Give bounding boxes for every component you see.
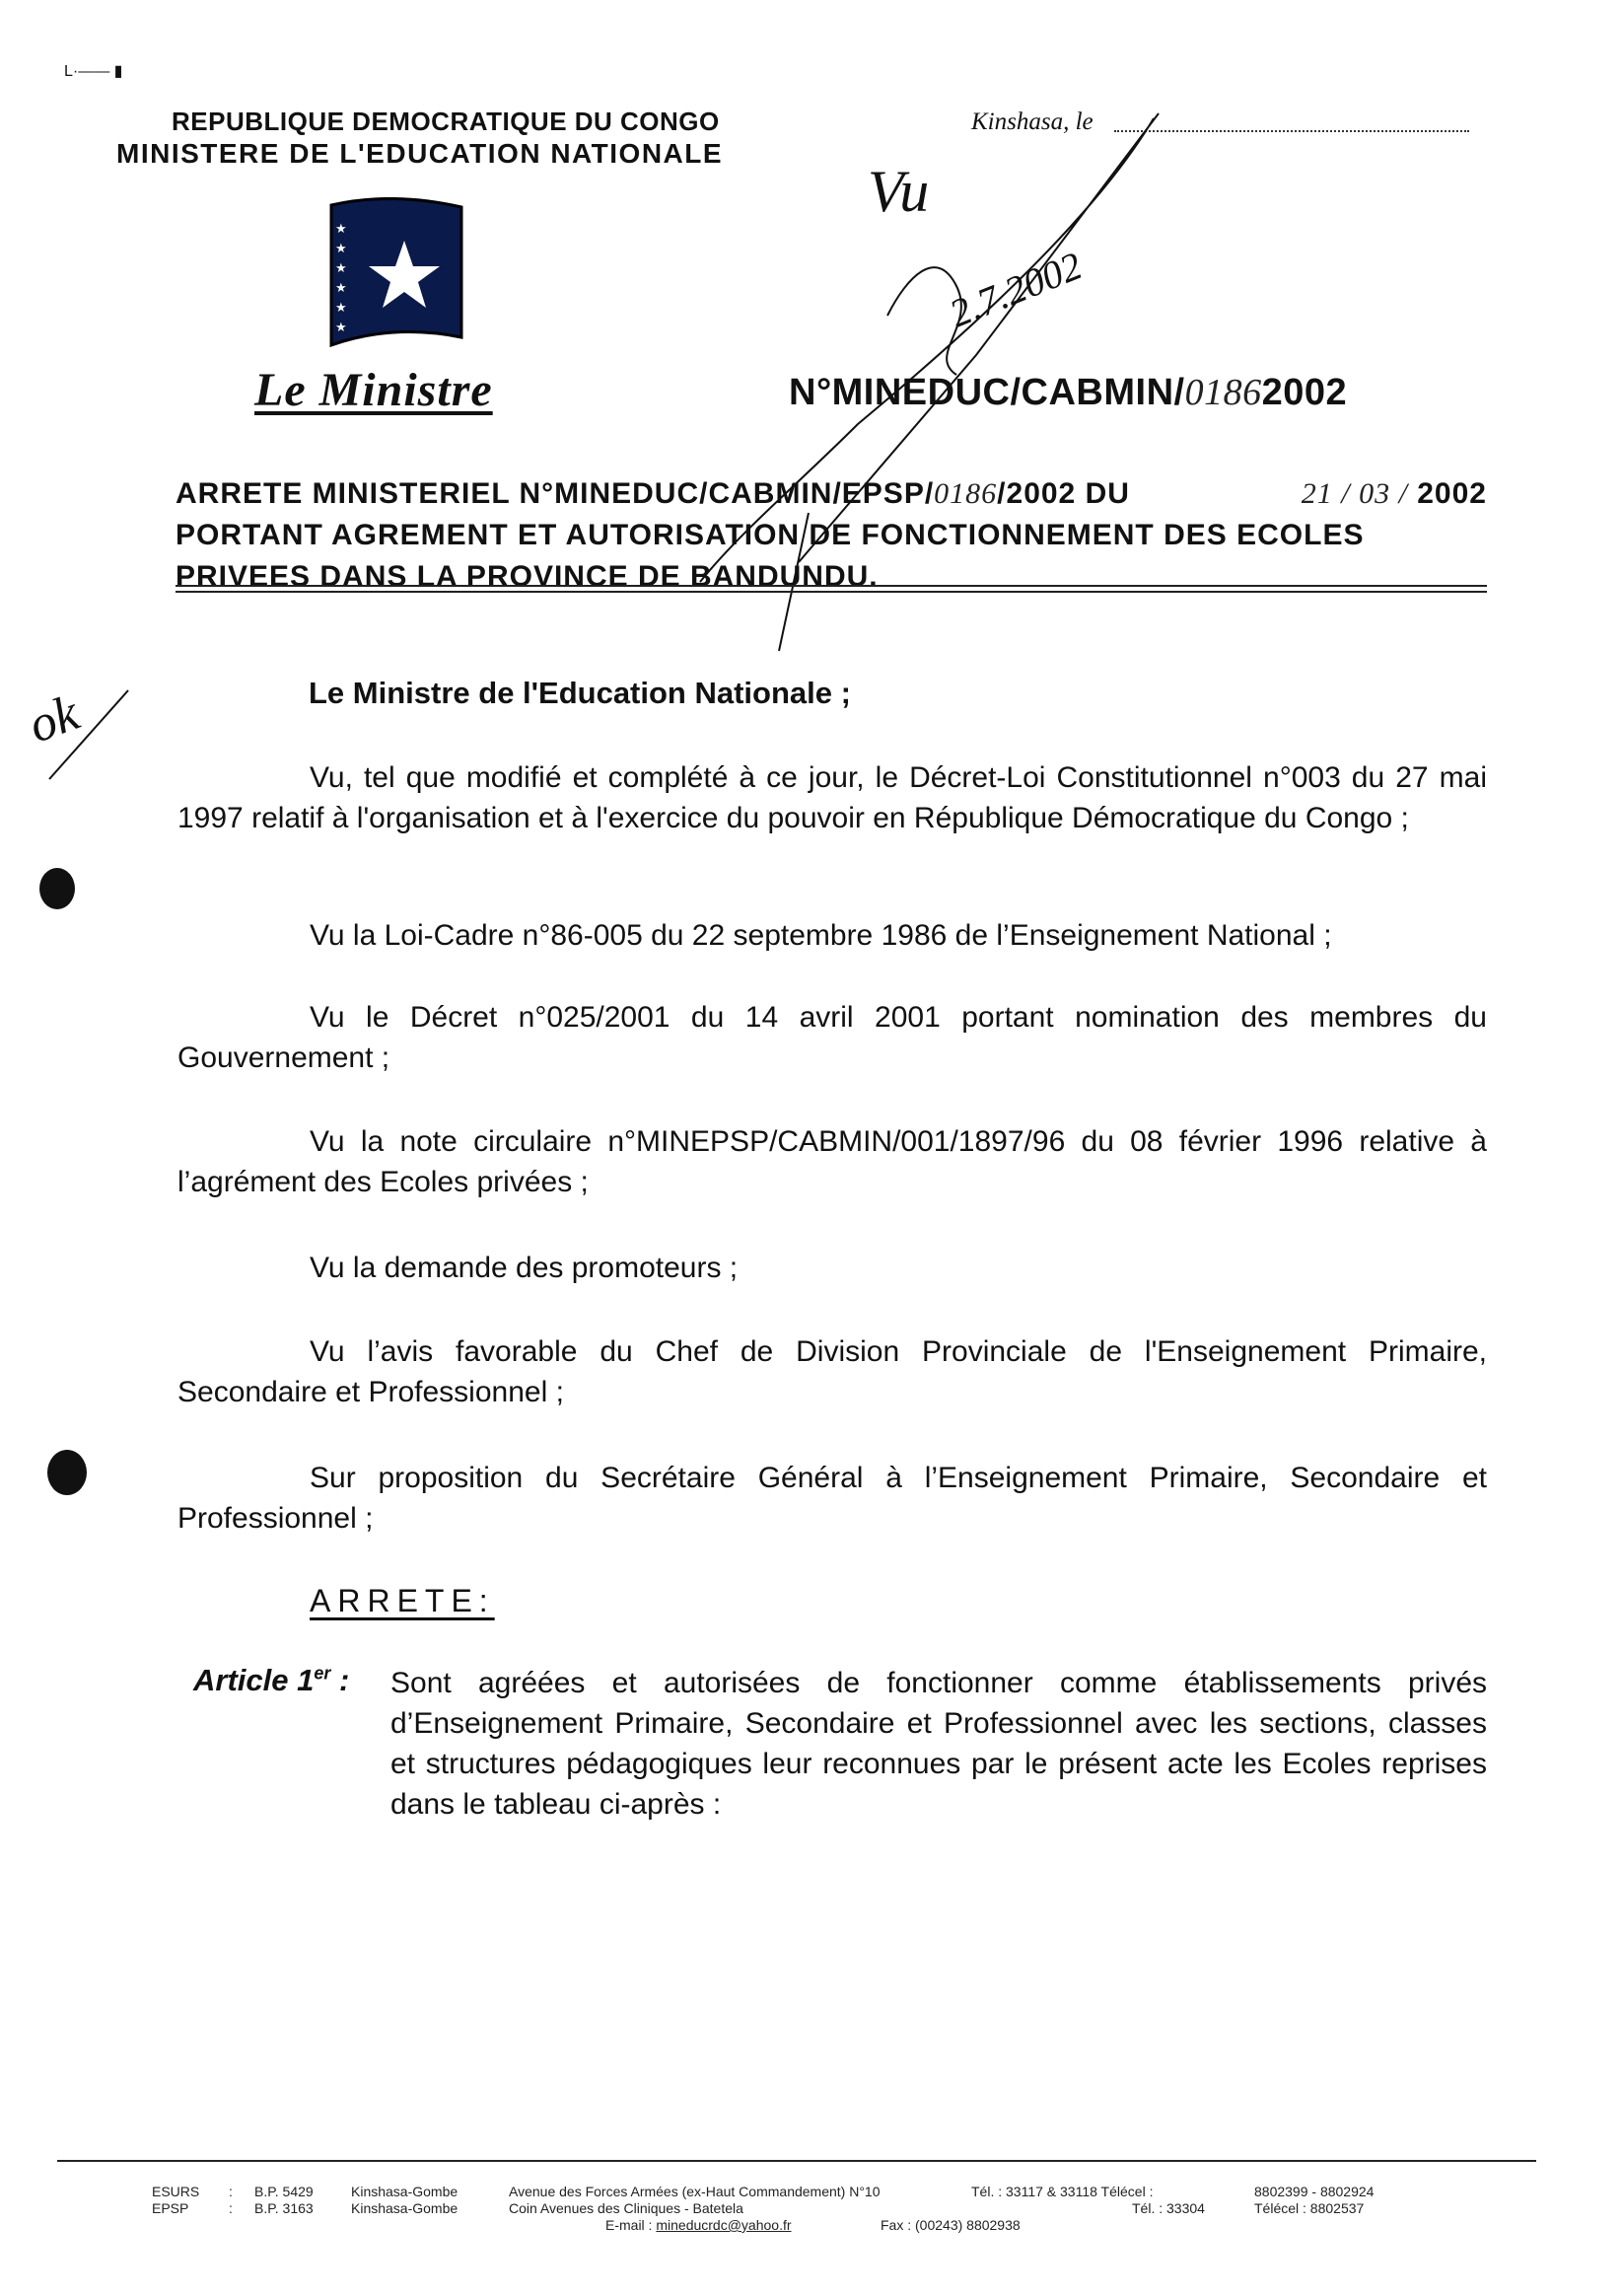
- recital-paragraph: Vu le Décret n°025/2001 du 14 avril 2001 portant nomination des membres du Gouvernement ;: [177, 1001, 1487, 1074]
- svg-text:★: ★: [335, 321, 347, 335]
- title-row1-mid: /2002 DU: [997, 477, 1130, 510]
- flag-emblem: [314, 197, 476, 357]
- svg-text:★: ★: [335, 222, 347, 237]
- decree-title: [176, 473, 1487, 598]
- article-label-text: Article 1: [193, 1663, 315, 1697]
- ok-slash: [39, 681, 138, 789]
- handwritten-vu: Vu: [868, 159, 930, 224]
- footer-rule: [57, 2160, 1536, 2162]
- title-underline-1: [176, 585, 1487, 587]
- footer-cell: :: [229, 2184, 233, 2199]
- svg-text:★: ★: [335, 242, 347, 256]
- handwritten-date: 2.7.2002: [943, 243, 1089, 336]
- title-row1-text: [176, 473, 1130, 515]
- footer-cell: :: [229, 2200, 233, 2216]
- footer-cell: EPSP: [152, 2200, 189, 2216]
- title-row3-text: PRIVEES DANS LA PROVINCE DE BANDUNDU.: [176, 560, 879, 593]
- corner-mark: L·—— ▮: [64, 63, 123, 80]
- footer-cell: Télécel : 8802537: [1254, 2200, 1365, 2216]
- place-date-label: Kinshasa, le: [971, 108, 1094, 135]
- title-row2-text: PORTANT AGREMENT ET AUTORISATION DE FONCTIONNEMENT DES ECOLES: [176, 519, 1365, 551]
- footer-cell: Tél. : 33117 & 33118 Télécel :: [971, 2184, 1154, 2199]
- title-row-2: [176, 515, 1487, 556]
- reference-year: 2002: [1261, 372, 1348, 413]
- intro-line: Le Ministre de l'Education Nationale ;: [309, 676, 851, 710]
- title-row1-year: 2002: [1417, 477, 1487, 510]
- recital-paragraph: Vu la demande des promoteurs ;: [310, 1252, 739, 1284]
- footer-cell: B.P. 3163: [254, 2200, 314, 2216]
- footer-cell: ESURS: [152, 2184, 200, 2199]
- title-row1-date: [1302, 473, 1487, 515]
- footer-cell: B.P. 5429: [254, 2184, 314, 2199]
- svg-text:★: ★: [335, 261, 347, 276]
- recital-paragraph: Vu l’avis favorable du Chef de Division Provinciale de l'Enseignement Primaire, Secondaire et Professionnel ;: [177, 1335, 1487, 1408]
- recital-paragraph: Vu la note circulaire n°MINEPSP/CABMIN/001/1897/96 du 08 février 1996 relative à l’agrément des Ecoles privées ;: [177, 1125, 1487, 1198]
- title-row-1: [176, 473, 1487, 515]
- ministry-name: MINISTERE DE L'EDUCATION NATIONALE: [116, 138, 724, 169]
- punch-hole-mark: [39, 868, 75, 909]
- article-label: [193, 1663, 349, 1698]
- recital-paragraph: Vu la Loi-Cadre n°86-005 du 22 septembre 1986 de l’Enseignement National ;: [310, 919, 1332, 952]
- footer-email: [605, 2217, 792, 2234]
- title-row1-handwritten-number: 0186: [934, 477, 998, 510]
- arrete-heading: ARRETE:: [310, 1583, 495, 1618]
- minister-label: Le Ministre: [254, 364, 493, 416]
- reference-handwritten-number: 0186: [1184, 372, 1262, 413]
- svg-text:★: ★: [335, 301, 347, 316]
- title-row1-handwritten-date: 21 / 03 /: [1301, 477, 1408, 510]
- article-text: Sont agréées et autorisées de fonctionner comme établissements privés d’Enseignement Primaire, Secondaire et Professionnel avec les sections, classes et structures pédagogiques leur reconnues par le présent acte les Ecoles reprises dans le tableau ci-après :: [390, 1667, 1487, 1821]
- footer-cell: Tél. : 33304: [1132, 2200, 1205, 2216]
- footer-cell: 8802399 - 8802924: [1254, 2184, 1375, 2199]
- title-underline-2: [176, 591, 1487, 593]
- handwritten-ok: ok: [21, 684, 87, 754]
- footer-email-label: E-mail :: [605, 2217, 653, 2233]
- footer-email-link[interactable]: mineducrdc@yahoo.fr: [656, 2217, 792, 2233]
- footer-cell: Kinshasa-Gombe: [351, 2184, 459, 2199]
- punch-hole-mark: [47, 1450, 87, 1495]
- reference-number: [789, 371, 1347, 414]
- footer-fax: Fax : (00243) 8802938: [881, 2217, 1021, 2233]
- footer-cell: Avenue des Forces Armées (ex-Haut Commandement) N°10: [509, 2184, 881, 2199]
- country-name: REPUBLIQUE DEMOCRATIQUE DU CONGO: [172, 107, 720, 136]
- reference-prefix: N°MINEDUC/CABMIN/: [789, 372, 1185, 413]
- article-label-sup: er: [314, 1663, 331, 1684]
- article-label-colon: :: [330, 1663, 350, 1697]
- footer-cell: Kinshasa-Gombe: [351, 2200, 459, 2216]
- footer-cell: Coin Avenues des Cliniques - Batetela: [509, 2200, 743, 2216]
- svg-text:★: ★: [335, 281, 347, 296]
- title-row1-left: ARRETE MINISTERIEL N°MINEDUC/CABMIN/EPSP/: [176, 477, 935, 510]
- recital-paragraph: Vu, tel que modifié et complété à ce jour, le Décret-Loi Constitutionnel n°003 du 27 mai 1997 relatif à l'organisation et à l'exercice du pouvoir en République Démocratique du Congo ;: [177, 761, 1487, 834]
- recital-paragraph: Sur proposition du Secrétaire Général à l’Enseignement Primaire, Secondaire et Professionnel ;: [177, 1462, 1487, 1535]
